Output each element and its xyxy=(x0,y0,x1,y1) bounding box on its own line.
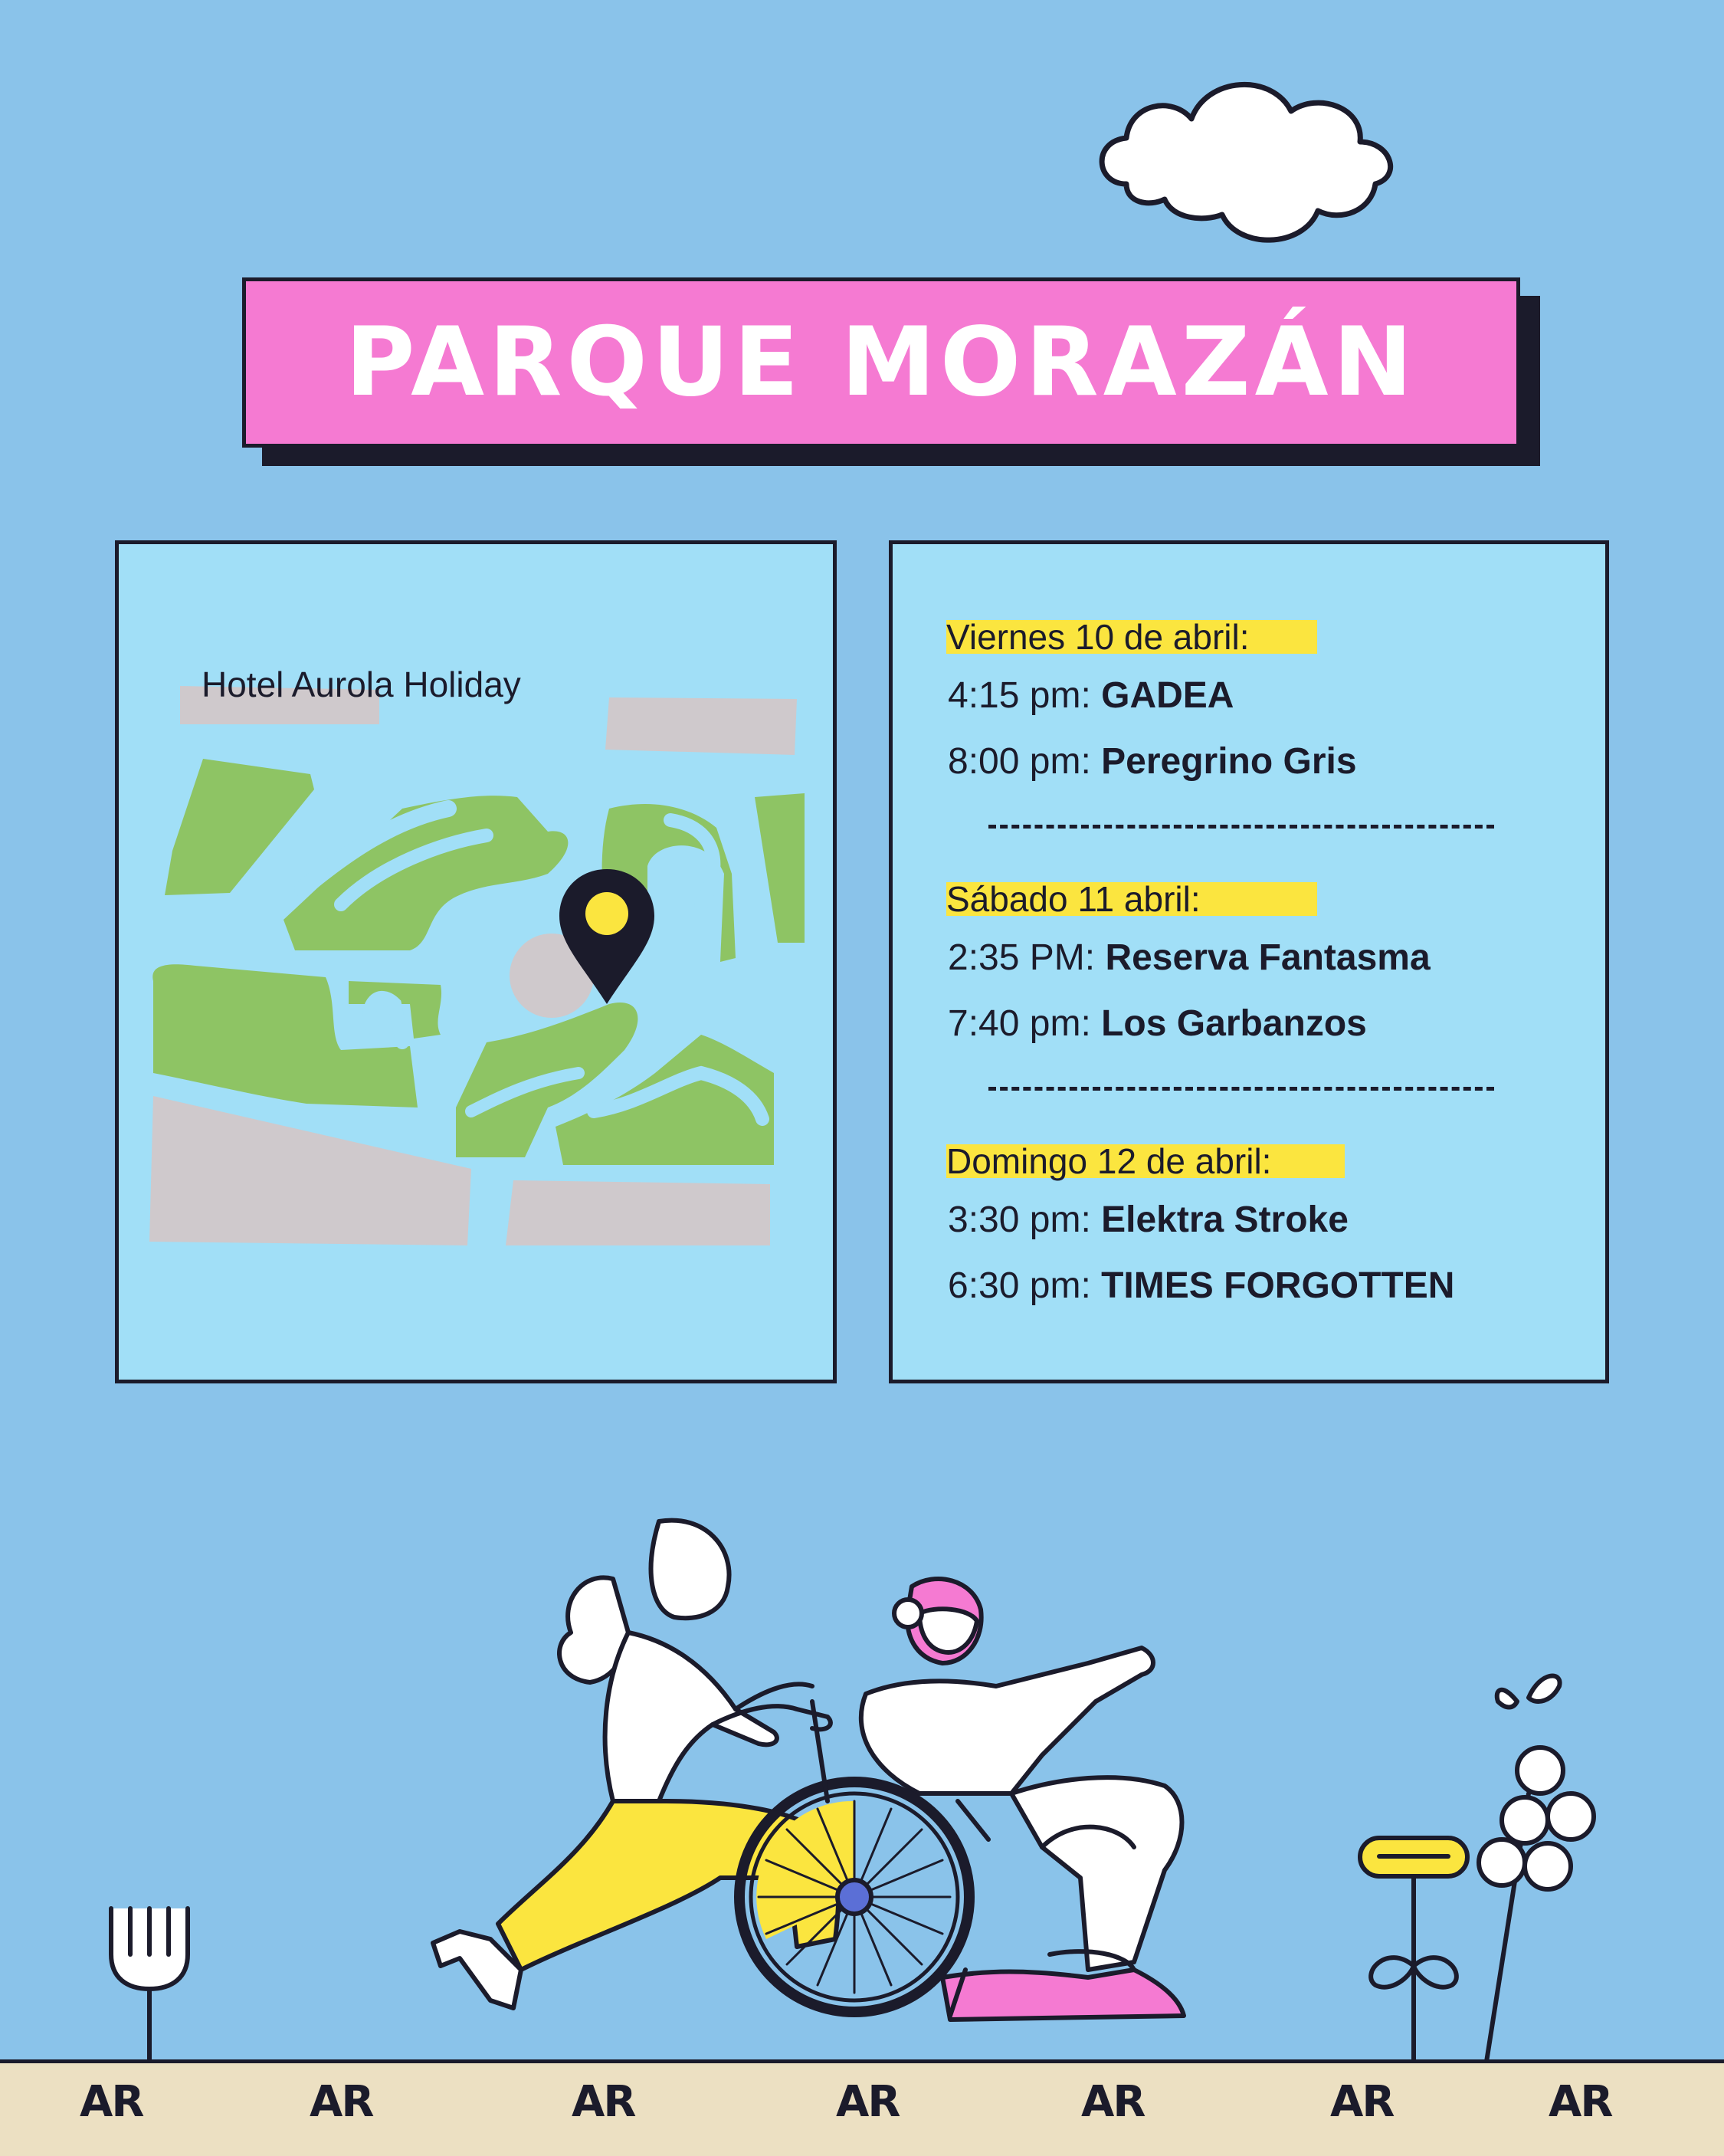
day-heading: Viernes 10 de abril: xyxy=(946,617,1250,657)
day-heading: Sábado 11 abril: xyxy=(946,879,1201,919)
ar-logo: AR xyxy=(80,2077,143,2127)
schedule-row xyxy=(948,1265,1454,1307)
act-time: 3:30 pm: xyxy=(948,1199,1102,1240)
divider xyxy=(988,825,1494,829)
map-panel[interactable] xyxy=(115,540,837,1383)
ar-logo: AR xyxy=(310,2077,373,2127)
page-title: PARQUE MORAZÁN xyxy=(345,307,1418,418)
act-time: 6:30 pm: xyxy=(948,1265,1102,1306)
people-illustration xyxy=(0,1479,1724,2062)
act-band: Los Garbanzos xyxy=(1101,1003,1367,1044)
ar-logo: AR xyxy=(1081,2077,1145,2127)
schedule-row xyxy=(948,937,1431,979)
schedule-row xyxy=(948,1003,1367,1045)
act-time: 8:00 pm: xyxy=(948,741,1102,782)
schedule-row xyxy=(948,1199,1349,1241)
plant-sign-icon xyxy=(1360,1838,1467,2062)
act-band: Reserva Fantasma xyxy=(1105,937,1431,978)
act-time: 7:40 pm: xyxy=(948,1003,1102,1044)
ar-logo: AR xyxy=(572,2077,635,2127)
ar-logo: AR xyxy=(1330,2077,1394,2127)
schedule-panel xyxy=(889,540,1609,1383)
schedule-row xyxy=(948,674,1234,717)
cloud-illustration xyxy=(1080,69,1418,253)
act-band: GADEA xyxy=(1101,675,1234,716)
act-time: 4:15 pm: xyxy=(948,675,1102,716)
act-time: 2:35 PM: xyxy=(948,937,1106,978)
divider xyxy=(988,1087,1494,1091)
hotel-label: Hotel Aurola Holiday xyxy=(202,665,521,704)
act-band: TIMES FORGOTTEN xyxy=(1101,1265,1455,1306)
act-band: Peregrino Gris xyxy=(1101,741,1357,782)
flower-icon xyxy=(1479,1747,1594,2062)
schedule-row xyxy=(948,740,1357,783)
day-heading: Domingo 12 de abril: xyxy=(946,1141,1272,1181)
act-band: Elektra Stroke xyxy=(1101,1199,1349,1240)
ar-logo: AR xyxy=(836,2077,900,2127)
fork-icon xyxy=(111,1908,188,2062)
title-banner xyxy=(242,277,1520,448)
butterfly-icon xyxy=(1497,1675,1560,1707)
ar-logo: AR xyxy=(1549,2077,1612,2127)
